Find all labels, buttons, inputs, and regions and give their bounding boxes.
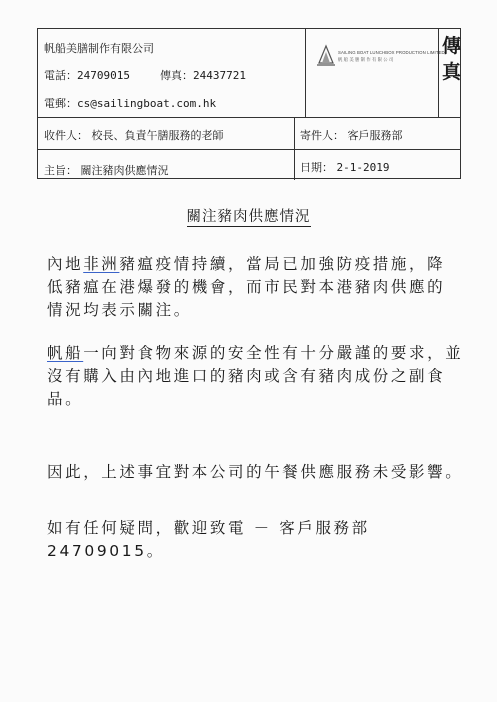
paragraph-1: [47, 253, 467, 322]
subject-label: 主旨：: [44, 164, 77, 177]
divider: [438, 29, 439, 117]
highlighted-term: 非洲: [83, 255, 120, 273]
subject: 關注豬肉供應情況: [80, 164, 169, 177]
divider: [305, 29, 306, 117]
paragraph-2-line-1: 帆船一向對食物來源的安全性有十分嚴謹的要求，並: [47, 344, 464, 362]
paragraph-1-line-2: 低豬瘟在港爆發的機會，而市民對本港豬肉供應的: [47, 278, 446, 296]
phone-number: 24709015: [77, 69, 130, 82]
sender-line: [300, 127, 403, 143]
paragraph-1-line-1: 內地非洲豬瘟疫情持續，當局已加強防疫措施，降: [47, 255, 446, 273]
logo-text-zh: 帆 船 美 膳 制 作 有 限 公 司: [338, 58, 394, 63]
fax-number: 24437721: [193, 69, 246, 82]
divider: [38, 117, 460, 118]
paragraph-1-line-3: 情況均表示關注。: [47, 301, 192, 319]
paragraph-3: 因此，上述事宜對本公司的午餐供應服務未受影響。: [47, 463, 464, 481]
logo-text-en: SAILING BOAT LUNCHBOX PRODUCTION LIMITED: [338, 50, 445, 55]
notice-title: 關注豬肉供應情況: [186, 209, 311, 225]
company-name: 帆船美膳制作有限公司: [44, 42, 154, 55]
phone-line: [44, 67, 130, 83]
sender: 客戶服務部: [347, 129, 403, 142]
company-logo: [316, 43, 445, 73]
highlighted-term: 帆船: [47, 344, 84, 362]
divider: [294, 117, 295, 180]
sender-label: 寄件人：: [300, 129, 344, 142]
document-type-label: 傳 真: [442, 35, 462, 83]
paragraph-2-line-3: 品。: [47, 390, 84, 408]
date-label: 日期：: [300, 161, 333, 174]
paragraph-2: [47, 342, 467, 411]
date-line: [300, 159, 389, 175]
recipient-line: [44, 127, 224, 143]
recipient: 校長、負責午膳服務的老師: [91, 129, 224, 142]
fax-label: 傳真：: [160, 69, 193, 82]
fax-header-table: [37, 28, 461, 179]
paragraph-2-line-2: 沒有購入由內地進口的豬肉或含有豬肉成份之副食: [47, 367, 446, 385]
email-label: 電郵：: [44, 97, 77, 110]
subject-line: [44, 162, 169, 178]
paragraph-4: 如有任何疑問，歡迎致電 － 客戶服務部 24709015。: [47, 519, 370, 560]
fax-line: [160, 67, 246, 83]
email-address: cs@sailingboat.com.hk: [77, 97, 217, 110]
phone-label: 電話：: [44, 69, 77, 82]
recipient-label: 收件人：: [44, 129, 88, 142]
email-line: [44, 95, 216, 111]
sail-icon: [316, 43, 336, 69]
date: 2-1-2019: [336, 161, 390, 174]
divider: [38, 149, 460, 150]
